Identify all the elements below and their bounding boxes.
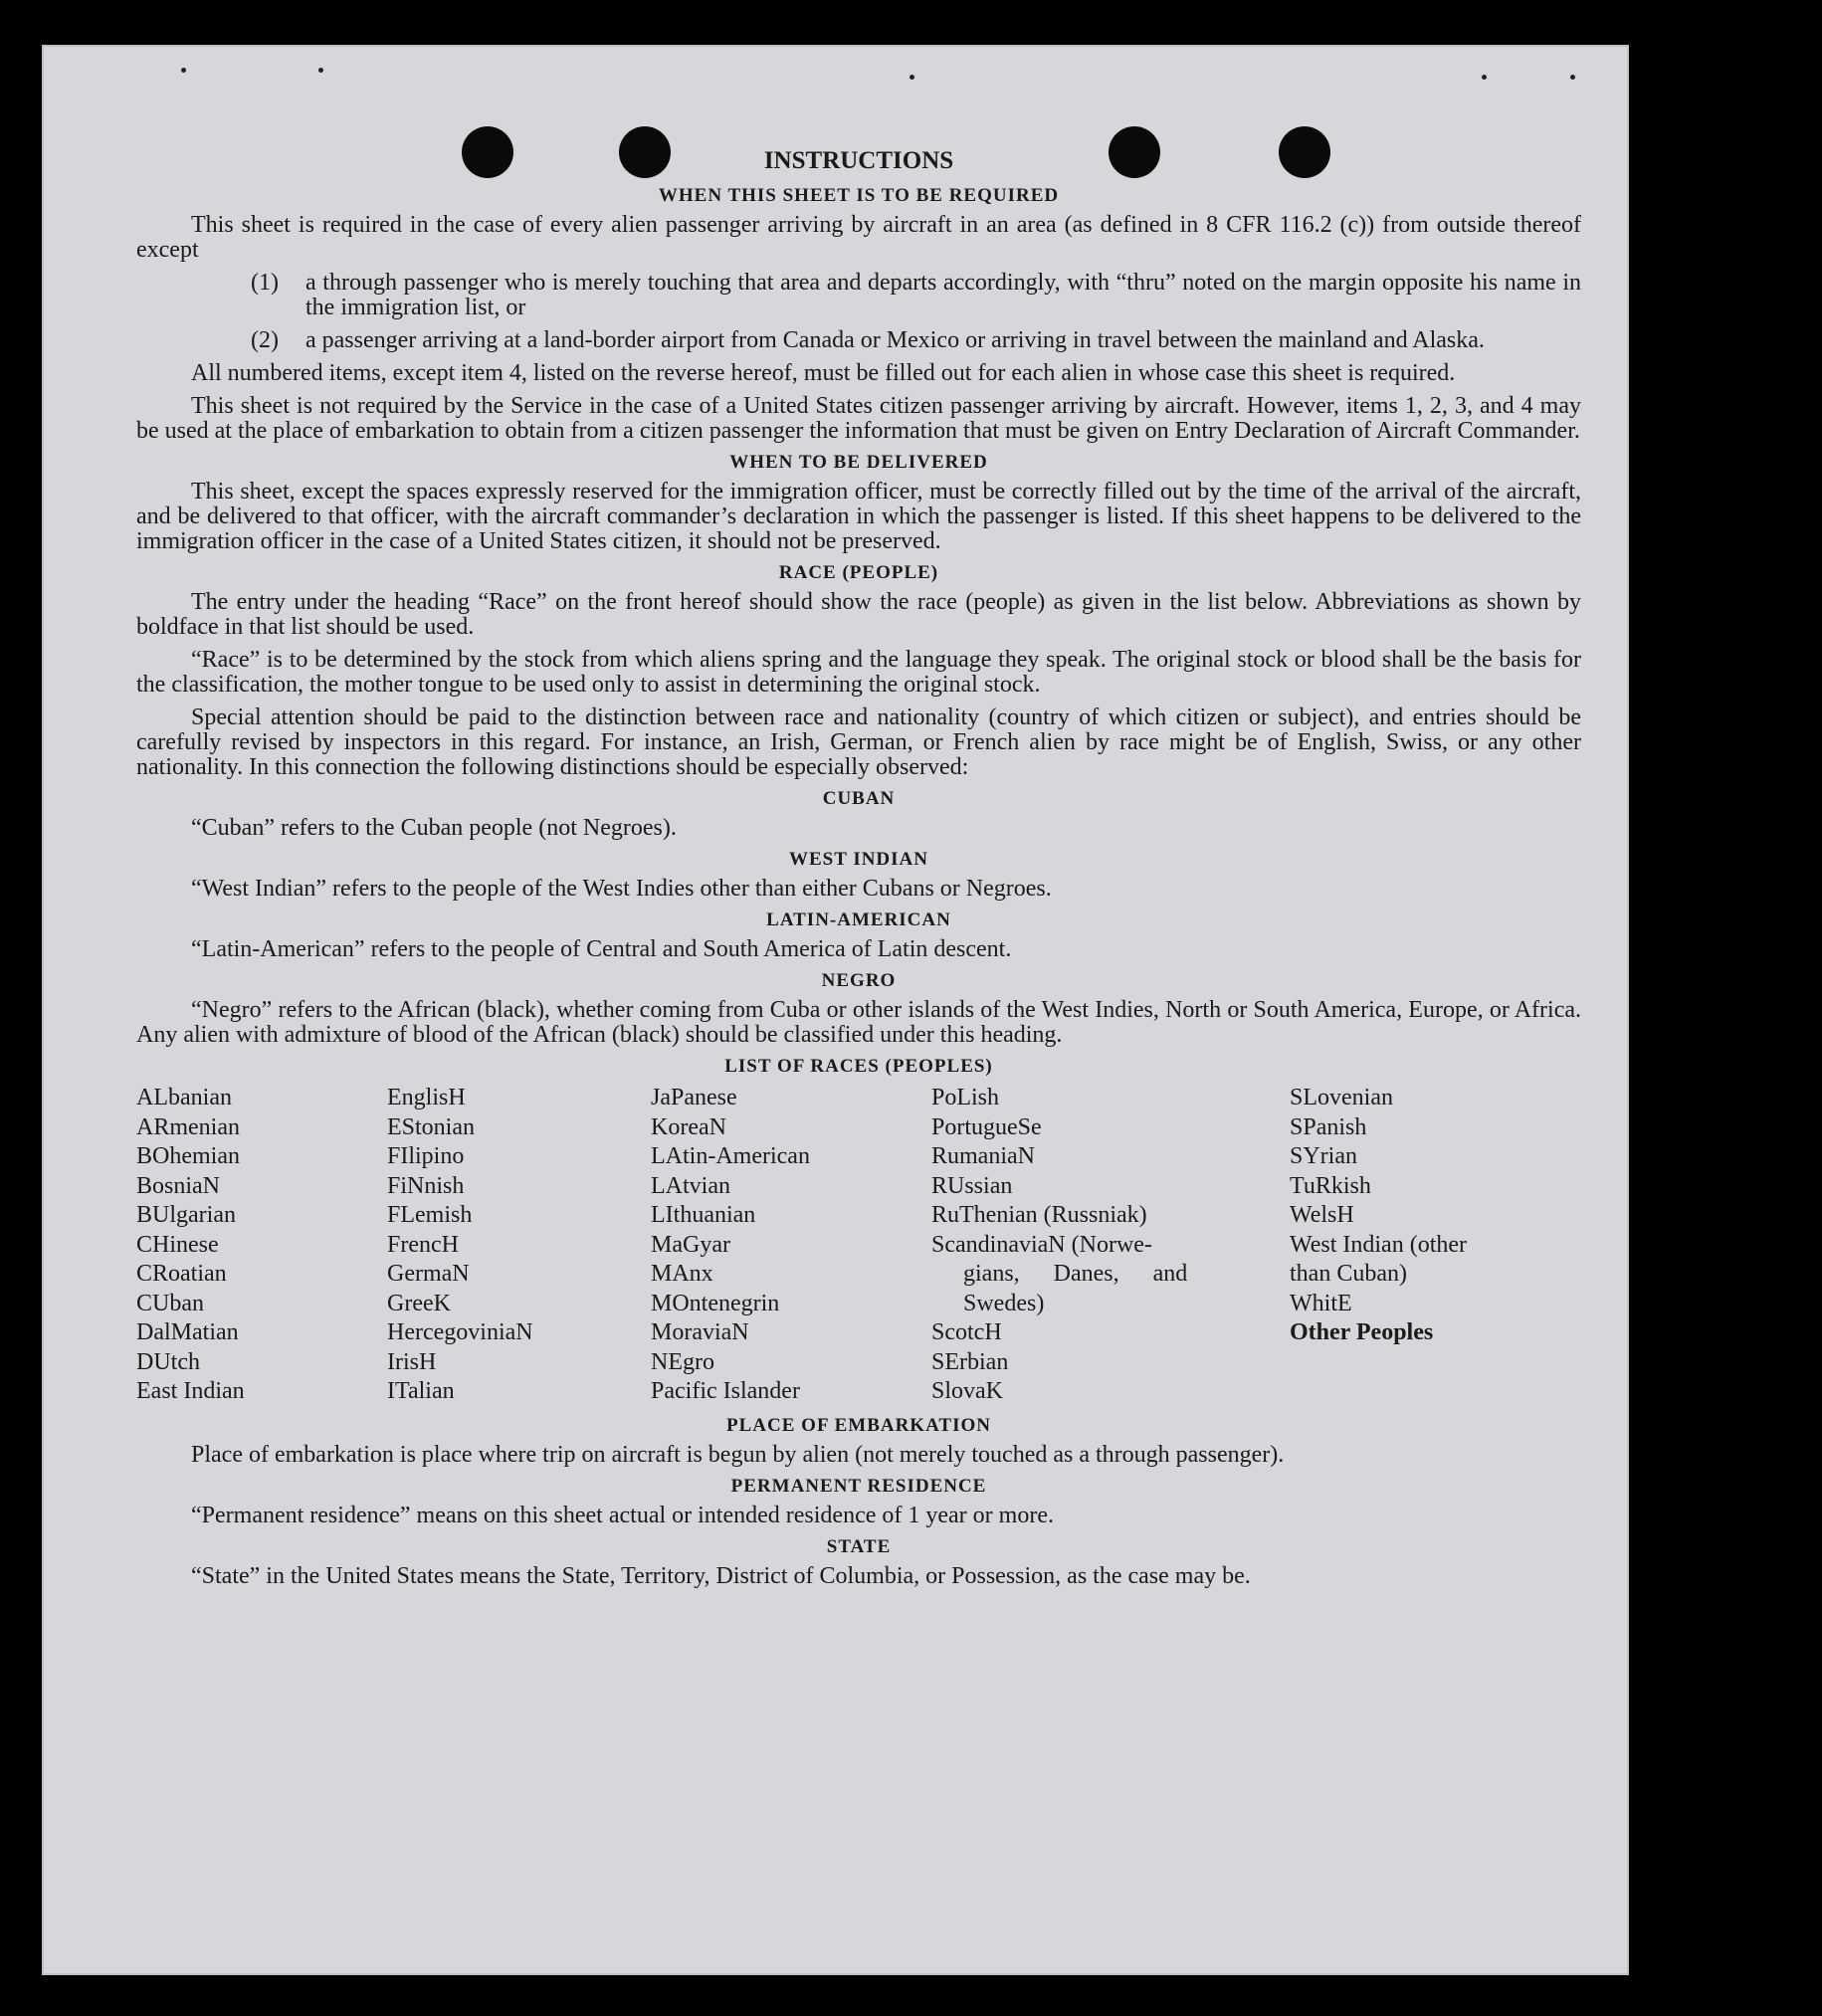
section-heading: PERMANENT RESIDENCE (730, 1475, 987, 1497)
section-heading: WHEN TO BE DELIVERED (729, 452, 988, 473)
race-entry: FIlipino (387, 1143, 465, 1169)
race-entry: ScotcH (931, 1319, 1002, 1345)
race-entry: Other Peoples (1290, 1319, 1434, 1345)
paragraph: The entry under the heading “Race” on the front hereof should show the race (people) as given in the list below. Abbreviations as shown by boldface in that list should be used. (136, 589, 1581, 640)
race-entry: BUlgarian (136, 1202, 236, 1228)
race-entry: FLemish (387, 1202, 473, 1228)
race-entry: SPanish (1290, 1113, 1367, 1140)
race-list (136, 1084, 1581, 1407)
race-column (387, 1084, 651, 1407)
paragraph: This sheet, except the spaces expressly reserved for the immigration officer, must be correctly filled out by the time of the arrival of the aircraft, and be delivered to that officer, with the aircraft commander’s declaration in which the passenger is listed. If this sheet happens to be delivered to the immigration officer in the case of a United States citizen, it should not be preserved. (136, 479, 1581, 554)
race-entry: West Indian (other (1290, 1231, 1468, 1258)
race-entry: JaPanese (651, 1085, 737, 1110)
paragraph: All numbered items, except item 4, listed on the reverse hereof, must be filled out for each alien in whose case this sheet is required. (191, 360, 1456, 386)
item-number: (2) (251, 327, 279, 353)
paragraph: “State” in the United States means the State, Territory, District of Columbia, or Possession, as the case may be. (191, 1562, 1251, 1589)
paragraph: Special attention should be paid to the distinction between race and nationality (country of which citizen or subject), and entries should be carefully revised by inspectors in this regard. For instance, an Irish, German, or French alien by race might be of English, Swiss, or any other nationality. In this connection the following distinctions should be especially observed: (136, 705, 1581, 780)
section-heading: LATIN-AMERICAN (766, 909, 951, 930)
race-entry: gians, Danes, and (963, 1261, 1188, 1287)
race-entry: LAtin-American (651, 1143, 810, 1169)
instructions-body (136, 147, 1581, 1597)
race-entry: MAnx (651, 1261, 713, 1287)
item-text: a through passenger who is merely touching that area and departs accordingly, with “thru” noted on the margin opposite his name in the immigration list, or (305, 270, 1581, 320)
race-entry: East Indian (136, 1378, 245, 1404)
speck (1482, 75, 1487, 80)
speck (910, 75, 914, 80)
race-entry: PoLish (931, 1085, 1000, 1110)
section-heading: NEGRO (821, 970, 897, 991)
race-entry: NEgro (651, 1348, 714, 1375)
list-item (251, 328, 1581, 353)
speck (1570, 75, 1575, 80)
section-heading: PLACE OF EMBARKATION (726, 1414, 991, 1436)
race-entry: BOhemian (136, 1143, 240, 1169)
race-entry: LAtvian (651, 1172, 730, 1199)
race-entry: MoraviaN (651, 1319, 749, 1345)
race-entry: EStonian (387, 1113, 475, 1140)
race-column (136, 1084, 387, 1407)
race-entry: HercegoviniaN (387, 1319, 533, 1345)
item-number: (1) (251, 270, 279, 296)
race-entry: FrencH (387, 1231, 459, 1258)
race-entry: GreeK (387, 1290, 451, 1316)
paragraph: This sheet is required in the case of every alien passenger arriving by aircraft in an area (as defined in 8 CFR 116.2 (c)) from outside thereof except (136, 212, 1581, 263)
race-entry: than Cuban) (1290, 1261, 1407, 1287)
race-entry: MOntenegrin (651, 1290, 780, 1316)
section-heading: CUBAN (822, 788, 896, 809)
race-entry: ARmenian (136, 1113, 240, 1140)
race-column (931, 1084, 1290, 1407)
item-text: a passenger arriving at a land-border airport from Canada or Mexico or arriving in travel between the mainland and Alaska. (305, 327, 1485, 353)
paragraph: Place of embarkation is place where trip on aircraft is begun by alien (not merely touched as a through passenger). (191, 1441, 1285, 1468)
race-entry: GermaN (387, 1261, 470, 1287)
race-entry: DUtch (136, 1348, 200, 1375)
race-entry: FiNnish (387, 1172, 465, 1199)
race-entry: SlovaK (931, 1378, 1003, 1404)
speck (318, 68, 323, 73)
race-entry: DalMatian (136, 1319, 239, 1345)
race-entry: SYrian (1290, 1143, 1357, 1169)
race-column (1290, 1084, 1581, 1407)
speck (181, 68, 186, 73)
race-entry: BosniaN (136, 1172, 220, 1199)
race-entry: RumaniaN (931, 1143, 1035, 1169)
race-entry: RUssian (931, 1172, 1013, 1199)
section-heading: STATE (826, 1535, 892, 1557)
race-entry: CUban (136, 1290, 204, 1316)
race-entry: CHinese (136, 1231, 219, 1258)
race-entry: EnglisH (387, 1085, 466, 1110)
paragraph: “Negro” refers to the African (black), whether coming from Cuba or other islands of the West Indies, North or South America, Europe, or Africa. Any alien with admixture of blood of the African (black) should be classified under this heading. (136, 997, 1581, 1048)
section-heading: LIST OF RACES (PEOPLES) (724, 1056, 993, 1077)
race-entry: TuRkish (1290, 1172, 1371, 1199)
paragraph: This sheet is not required by the Service in the case of a United States citizen passenger arriving by aircraft. However, items 1, 2, 3, and 4 may be used at the place of embarkation to obtain from a citizen passenger the information that must be given on Entry Declaration of Aircraft Commander. (136, 393, 1581, 444)
page-title: INSTRUCTIONS (763, 147, 954, 174)
section-heading: WEST INDIAN (789, 849, 928, 870)
race-entry: RuThenian (Russniak) (931, 1202, 1147, 1228)
race-entry: Swedes) (963, 1290, 1045, 1316)
race-entry: SErbian (931, 1348, 1009, 1375)
section-heading: RACE (PEOPLE) (778, 562, 939, 583)
race-entry: KoreaN (651, 1113, 726, 1140)
paragraph: “Race” is to be determined by the stock from which aliens spring and the language they speak. The original stock or blood shall be the basis for the classification, the mother tongue to be used only to assist in determining the original stock. (136, 647, 1581, 698)
document-page (42, 45, 1629, 1975)
race-entry: CRoatian (136, 1261, 227, 1287)
race-entry: IrisH (387, 1348, 437, 1375)
section-heading: WHEN THIS SHEET IS TO BE REQUIRED (658, 185, 1060, 206)
race-entry: WhitE (1290, 1290, 1352, 1316)
race-entry: ITalian (387, 1378, 455, 1404)
race-entry: Pacific Islander (651, 1378, 800, 1404)
race-entry: ALbanian (136, 1085, 232, 1110)
list-item (251, 271, 1581, 320)
race-entry: PortugueSe (931, 1113, 1042, 1140)
race-column (651, 1084, 931, 1407)
paragraph: “West Indian” refers to the people of the West Indies other than either Cubans or Negroes. (191, 876, 1052, 902)
paragraph: “Latin-American” refers to the people of Central and South America of Latin descent. (191, 936, 1012, 962)
race-entry: SLovenian (1290, 1085, 1393, 1110)
race-entry: MaGyar (651, 1231, 730, 1258)
race-entry: WelsH (1290, 1202, 1354, 1228)
race-entry: LIthuanian (651, 1202, 756, 1228)
paragraph: “Cuban” refers to the Cuban people (not Negroes). (191, 815, 677, 841)
race-entry: ScandinaviaN (Norwe- (931, 1231, 1152, 1258)
paragraph: “Permanent residence” means on this sheet actual or intended residence of 1 year or more. (191, 1502, 1054, 1528)
